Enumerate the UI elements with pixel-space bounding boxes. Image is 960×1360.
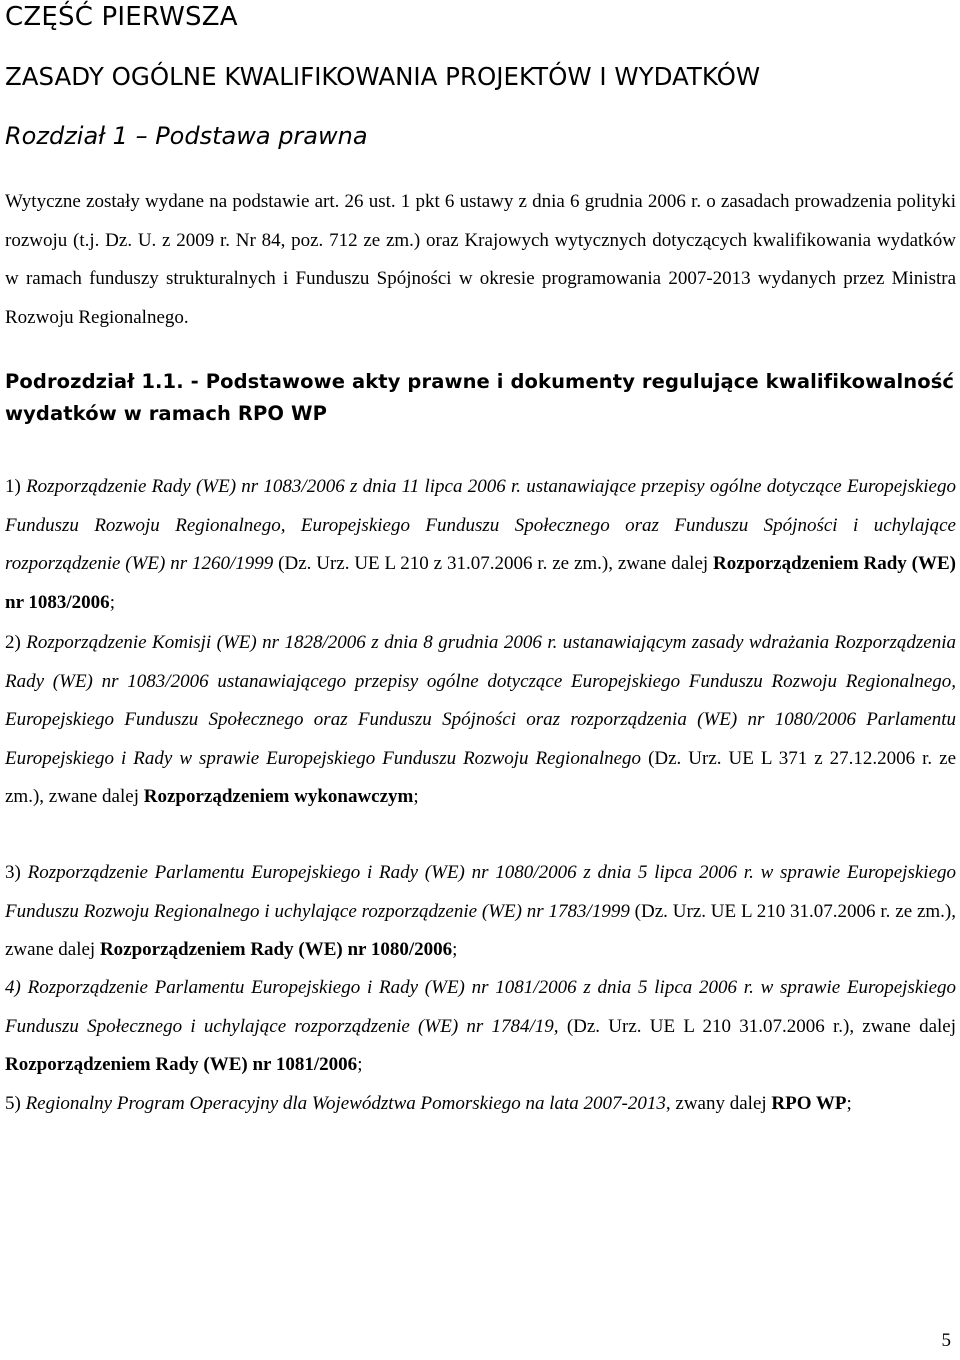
list-item-citation: (Dz. Urz. UE L 210 z 31.07.2006 r. ze zm.), zwane dalej: [278, 553, 709, 574]
list-item-number: 2): [5, 632, 21, 653]
list-item-title: Rozporządzenie Parlamentu Europejskiego i Rady (WE) nr 1080/2006 z dnia 5 lipca 2006 r. w sprawie Europejskiego Funduszu Rozwoju Regionalnego i uchylające rozporządzenie (WE) nr 1783/1999: [5, 862, 956, 922]
list-item: [5, 969, 956, 1085]
subchapter-title: Podrozdział 1.1. - Podstawowe akty prawne i dokumenty regulujące kwalifikowalność wydatków w ramach RPO WP: [5, 370, 955, 425]
list-item-citation: (Dz. Urz. UE L 210 31.07.2006 r. ze zm.), zwane dalej: [5, 900, 957, 960]
list-item-short-name: Rozporządzeniem Rady (WE) nr 1083/2006: [5, 553, 957, 613]
list-item: [5, 468, 956, 622]
list-item-short-name: RPO WP: [771, 1093, 847, 1114]
list-item-number: 5): [5, 1093, 21, 1114]
list-item-title: Rozporządzenie Parlamentu Europejskiego i Rady (WE) nr 1081/2006 z dnia 5 lipca 2006 r. w sprawie Europejskiego Funduszu Społecznego i uchylające rozporządzenie (WE) nr 1784/19,: [5, 977, 956, 1037]
list-item-end: ;: [357, 1054, 363, 1075]
page-number: 5: [941, 1330, 951, 1351]
list-item-citation: (Dz. Urz. UE L 210 31.07.2006 r.), zwane dalej: [566, 1015, 956, 1037]
part-title: CZĘŚĆ PIERWSZA: [5, 2, 238, 32]
main-title: ZASADY OGÓLNE KWALIFIKOWANIA PROJEKTÓW I WYDATKÓW: [5, 62, 761, 91]
list-item-number: 1): [5, 476, 21, 497]
list-item-citation: , zwany dalej: [665, 1093, 767, 1114]
intro-paragraph: Wytyczne zostały wydane na podstawie art. 26 ust. 1 pkt 6 ustawy z dnia 6 grudnia 2006 r. o zasadach prowadzenia polityki rozwoju (t.j. Dz. U. z 2009 r. Nr 84, poz. 712 ze zm.) oraz Krajowych wytycznych dotyczących kwalifikowania wydatków w ramach funduszy strukturalnych i Funduszu Spójności w okresie programowania 2007-2013 wydanych przez Ministra Rozwoju Regionalnego.: [5, 191, 956, 328]
list-item-title: Regionalny Program Operacyjny dla Województwa Pomorskiego na lata 2007-2013: [25, 1093, 666, 1114]
list-item: [5, 1085, 956, 1124]
list-item-short-name: Rozporządzeniem wykonawczym: [143, 786, 414, 807]
chapter-title: Rozdział 1 – Podstawa prawna: [5, 122, 368, 150]
list-item-title: Rozporządzenie Komisji (WE) nr 1828/2006 z dnia 8 grudnia 2006 r. ustanawiającym zasady wdrażania Rozporządzenia Rady (WE) nr 1083/2006 ustanawiającego przepisy ogólne dotyczące Europejskiego Funduszu Rozwoju Regionalnego, Europejskiego Funduszu Społecznego oraz Funduszu Spójności oraz rozporządzenia (WE) nr 1080/2006 Parlamentu Europejskiego i Rady w sprawie Europejskiego Funduszu Rozwoju Regionalnego: [5, 632, 956, 769]
list-item-end: ;: [846, 1093, 852, 1114]
document-page: [5, 0, 956, 1360]
list-item-end: ;: [109, 591, 115, 613]
list-item: [5, 854, 956, 970]
list-item-short-name: Rozporządzeniem Rady (WE) nr 1081/2006: [5, 1054, 358, 1075]
list-item-citation: (Dz. Urz. UE L 371 z 27.12.2006 r. ze zm.), zwane dalej: [5, 747, 957, 807]
list-item-title: Rozporządzenie Rady (WE) nr 1083/2006 z dnia 11 lipca 2006 r. ustanawiające przepisy ogólne dotyczące Europejskiego Funduszu Rozwoju Regionalnego, Europejskiego Funduszu Społecznego oraz Funduszu Spójności i uchylające rozporządzenie (WE) nr 1260/1999: [5, 476, 956, 574]
list-item-number: 3): [5, 862, 21, 883]
list-item: [5, 624, 956, 817]
list-item-number: 4): [5, 977, 21, 998]
list-item-end: ;: [452, 939, 458, 960]
list-item-short-name: Rozporządzeniem Rady (WE) nr 1080/2006: [99, 939, 453, 960]
list-item-end: ;: [413, 786, 419, 807]
